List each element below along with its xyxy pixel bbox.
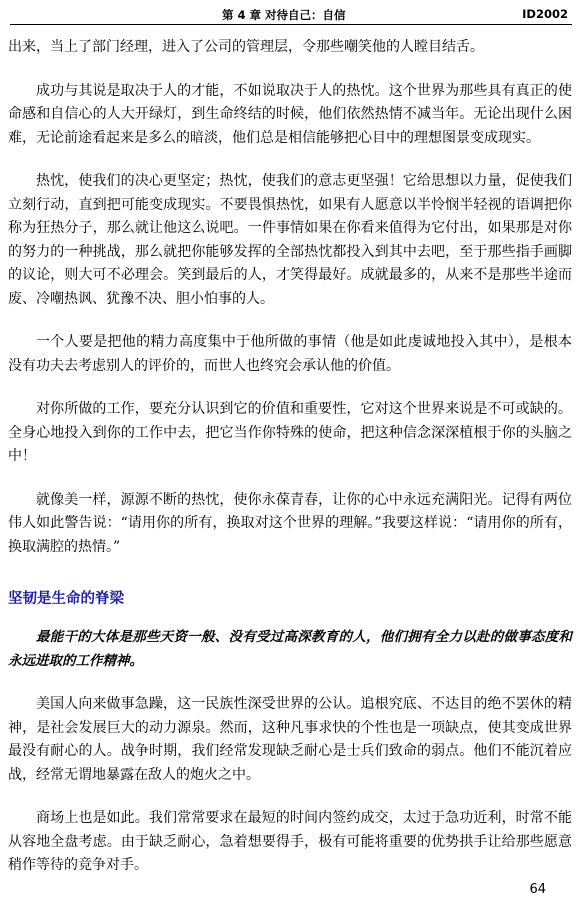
paragraph: 对你所做的工作，要充分认识到它的价值和重要性，它对这个世界来说是不可或缺的。全身心地投入到你的工作中去，把它当作你特殊的使命，把这种信念深深植根于你的头脑之中！ xyxy=(8,401,572,464)
paragraph: 美国人向来做事急躁，这一民族性深受世界的公认。追根究底、不达目的绝不罢休的精神，是社会发展巨大的动力源泉。然而，这种凡事求快的个性也是一项缺点，使其变成世界最没有耐心的人。战争时期，我们经常发现缺乏耐心是士兵们致命的弱点。他们不能沉着应战，经常无谓地暴露在敌人的炮火之中。 xyxy=(8,696,572,783)
paragraph: 就像美一样，源源不断的热忱，使你永葆青春，让你的心中永远充满阳光。记得有两位伟人如此警告说：“请用你的所有，换取对这个世界的理解。”我要这样说：“请用你的所有，换取满腔的热情。” xyxy=(8,491,572,555)
page-number: 64 xyxy=(529,882,546,897)
paragraph: 商场上也是如此。我们常常要求在最短的时间内签约成交，太过于急功近利，时常不能从容地全盘考虑。由于缺乏耐心，急着想要得手，极有可能将重要的优势拱手让给那些愿意稍作等待的竞争对手。 xyxy=(8,810,572,873)
paragraph: 成功与其说是取决于人的才能，不如说取决于人的热忱。这个世界为那些具有真正的使命感和自信心的人大开绿灯，到生命终结的时候，他们依然热情不减当年。无论出现什么困难，无论前途看起来是多么的暗淡，他们总是相信能够把心目中的理想图景变成现实。 xyxy=(8,82,572,146)
page-content xyxy=(8,36,572,898)
page-header xyxy=(10,4,572,25)
paragraph: 热忱，使我们的决心更坚定；热忱，使我们的意志更坚强！它给思想以力量，促使我们立刻行动，直到把可能变成现实。不要畏惧热忱，如果有人愿意以半怜悯半轻视的语调把你称为狂热分子，那么就让他这么说吧。一件事情如果在你看来值得为它付出，如果那是对你的努力的一种挑战，那么就把你能够发挥的全部热忱都投入到其中去吧，至于那些指手画脚的议论，则大可不必理会。笑到最后的人，才笑得最好。成就最多的，从来不是那些半途而废、冷嘲热讽、犹豫不决、胆小怕事的人。 xyxy=(8,173,572,307)
section-quote: 最能干的大体是那些天资一般、没有受过高深教育的人，他们拥有全力以赴的做事态度和永远进取的工作精神。 xyxy=(8,629,572,669)
chapter-title: 第 4 章 对待自己：自信 xyxy=(222,8,346,22)
section-title: 坚韧是生命的脊梁 xyxy=(8,591,124,607)
paragraph: 出来，当上了部门经理，进入了公司的管理层，令那些嘲笑他的人瞠目结舌。 xyxy=(8,39,484,55)
paragraph: 一个人要是把他的精力高度集中于他所做的事情（他是如此虔诚地投入其中），是根本没有功夫去考虑别人的评价的，而世人也终究会承认他的价值。 xyxy=(8,334,572,374)
document-code: ID2002 xyxy=(522,7,568,21)
